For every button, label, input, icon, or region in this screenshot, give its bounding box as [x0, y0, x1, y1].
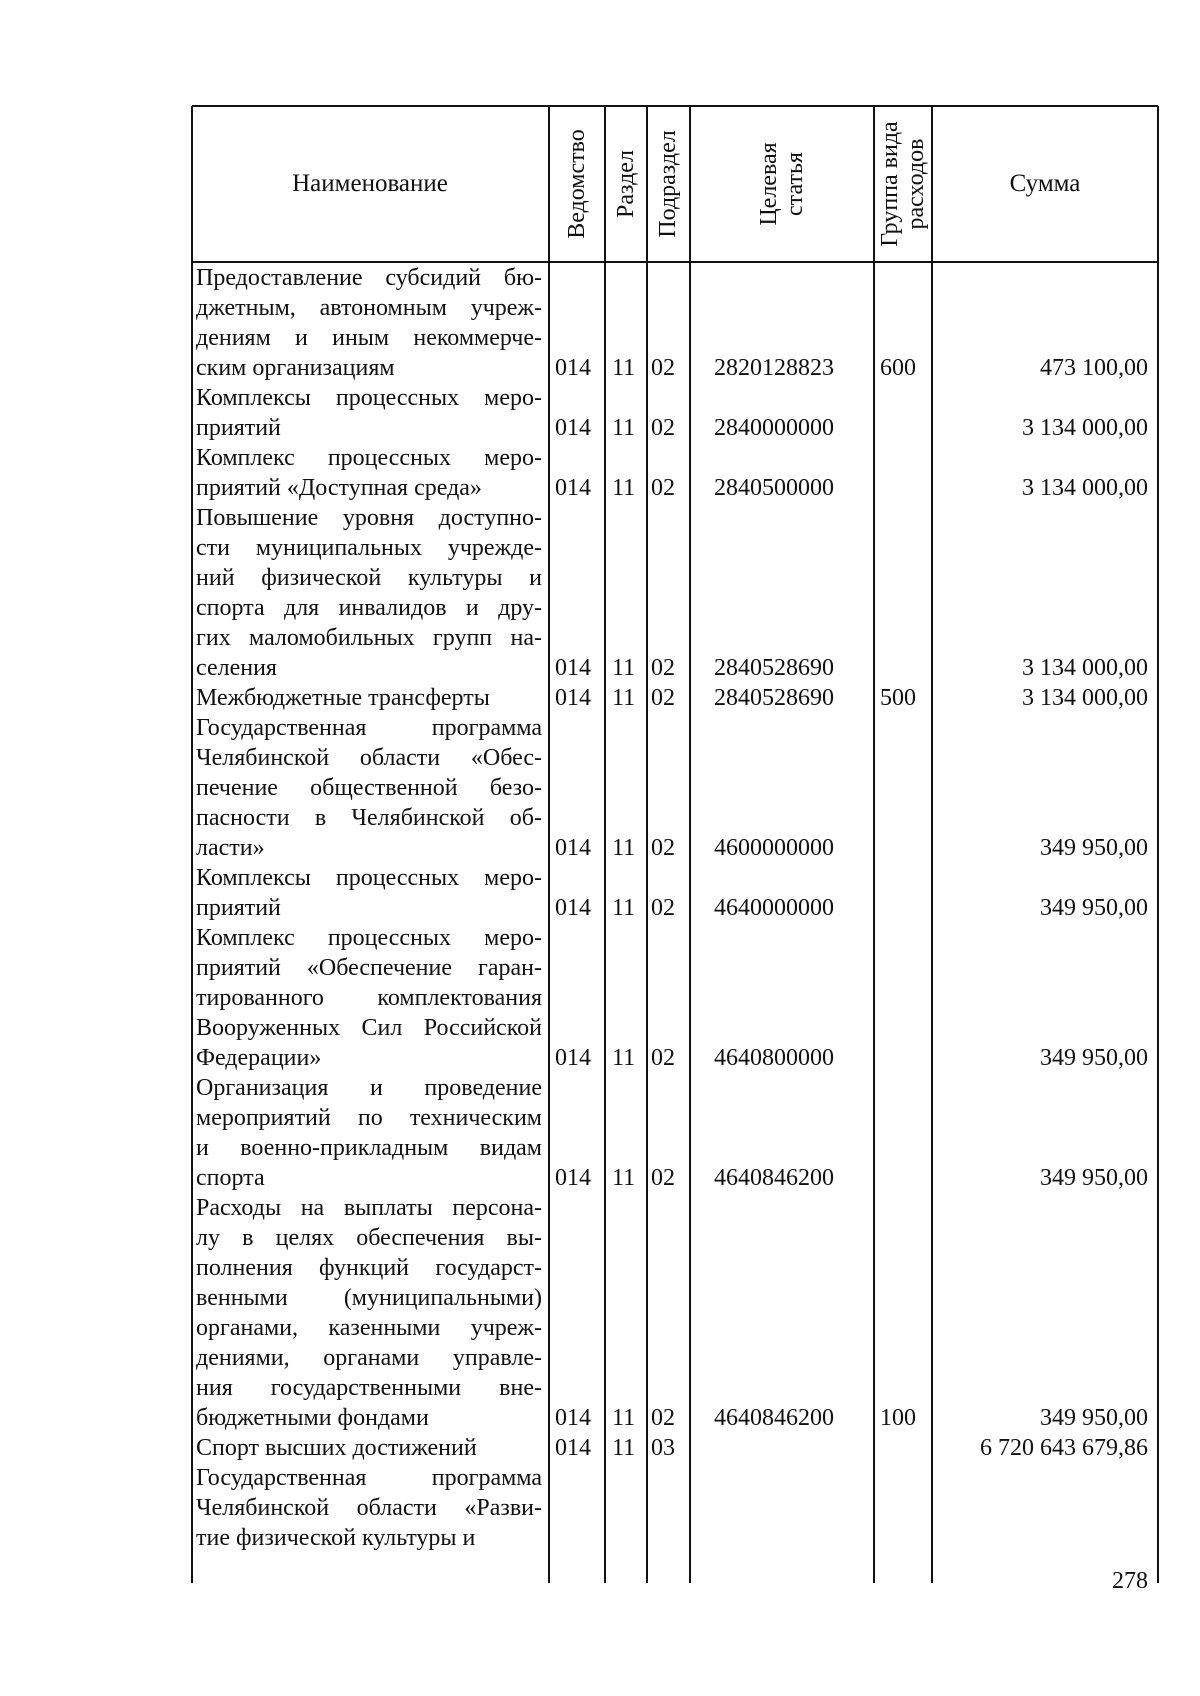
- row-name: [196, 1463, 542, 1553]
- row-name-line: венными (муниципальными): [196, 1285, 542, 1311]
- row-name: [196, 923, 542, 1073]
- row-name-line: Комплекс процессных меро-: [196, 445, 542, 471]
- header-gruppa-vida-rashodov: Группа вида расходов: [877, 121, 929, 247]
- vedomstvo-cell: 014: [555, 1165, 591, 1191]
- vedomstvo-cell: 014: [555, 895, 591, 921]
- razdel-cell: 11: [612, 415, 636, 441]
- vedomstvo-cell: 014: [555, 685, 591, 711]
- row-name-line: Комплексы процессных меро-: [196, 385, 542, 411]
- celevaya-statya-cell: 2820128823: [714, 355, 834, 381]
- celevaya-statya-cell: 4640846200: [714, 1165, 834, 1191]
- celevaya-statya-cell: 2840500000: [714, 475, 834, 501]
- podrazdel-cell: 02: [651, 835, 675, 861]
- row-name-line: дениями, органами управле-: [196, 1345, 542, 1371]
- podrazdel-cell: 02: [651, 895, 675, 921]
- table-row: [0, 383, 1200, 443]
- summa-cell: 349 950,00: [1040, 1165, 1148, 1191]
- celevaya-statya-cell: 4640846200: [714, 1405, 834, 1431]
- podrazdel-cell: 02: [651, 685, 675, 711]
- razdel-cell: 11: [612, 685, 636, 711]
- row-name-line: приятий «Обеспечение гаран-: [196, 955, 542, 981]
- summa-cell: 349 950,00: [1040, 1045, 1148, 1071]
- table-row: [0, 503, 1200, 683]
- row-name-line: Государственная программа: [196, 1465, 542, 1491]
- row-name: [196, 1433, 542, 1463]
- row-name-line: приятий: [196, 415, 281, 441]
- razdel-cell: 11: [612, 655, 636, 681]
- razdel-cell: 11: [612, 895, 636, 921]
- row-name-line: органами, казенными учреж-: [196, 1315, 542, 1341]
- row-name-line: Повышение уровня доступно-: [196, 505, 542, 531]
- row-name-line: Спорт высших достижений: [196, 1435, 477, 1461]
- row-name: [196, 713, 542, 863]
- celevaya-statya-cell: 2840000000: [714, 415, 834, 441]
- table-row: [0, 713, 1200, 863]
- vedomstvo-cell: 014: [555, 415, 591, 441]
- row-name-line: гих маломобильных групп на-: [196, 625, 542, 651]
- row-name-line: Челябинской области «Обес-: [196, 745, 542, 771]
- row-name-line: сти муниципальных учрежде-: [196, 535, 542, 561]
- celevaya-statya-cell: 4640800000: [714, 1045, 834, 1071]
- podrazdel-cell: 02: [651, 1045, 675, 1071]
- summa-cell: 6 720 643 679,86: [980, 1435, 1148, 1461]
- row-name: [196, 683, 542, 713]
- table-row: [0, 263, 1200, 383]
- vedomstvo-cell: 014: [555, 655, 591, 681]
- row-name-line: дениям и иным некоммерче-: [196, 325, 542, 351]
- header-razdel: Раздел: [613, 150, 639, 218]
- row-name: [196, 503, 542, 683]
- row-name-line: и военно-прикладным видам: [196, 1135, 542, 1161]
- row-name: [196, 443, 542, 503]
- row-name-line: полнения функций государст-: [196, 1255, 542, 1281]
- summa-cell: 3 134 000,00: [1022, 655, 1148, 681]
- gruppa-cell: 600: [880, 355, 916, 381]
- vedomstvo-cell: 014: [555, 1435, 591, 1461]
- row-name-line: Комплекс процессных меро-: [196, 925, 542, 951]
- summa-cell: 349 950,00: [1040, 835, 1148, 861]
- row-name-line: Межбюджетные трансферты: [196, 685, 490, 711]
- summa-cell: 349 950,00: [1040, 895, 1148, 921]
- razdel-cell: 11: [612, 355, 636, 381]
- row-name-line: тированного комплектования: [196, 985, 542, 1011]
- header-vedomstvo: Ведомство: [564, 129, 590, 239]
- header-celevaya-statya: Целевая статья: [756, 142, 808, 226]
- row-name-line: Государственная программа: [196, 715, 542, 741]
- table-row: [0, 863, 1200, 923]
- row-name-line: ния государственными вне-: [196, 1375, 542, 1401]
- row-name-line: джетным, автономным учреж-: [196, 295, 542, 321]
- gruppa-cell: 100: [880, 1405, 916, 1431]
- row-name-line: ским организациям: [196, 355, 395, 381]
- row-name-line: пасности в Челябинской об-: [196, 805, 542, 831]
- row-name-line: Предоставление субсидий бю-: [196, 265, 542, 291]
- podrazdel-cell: 02: [651, 1165, 675, 1191]
- header-summa: Сумма: [1009, 170, 1081, 197]
- razdel-cell: 11: [612, 835, 636, 861]
- vedomstvo-cell: 014: [555, 475, 591, 501]
- summa-cell: 3 134 000,00: [1022, 415, 1148, 441]
- row-name-line: спорта для инвалидов и дру-: [196, 595, 542, 621]
- row-name: [196, 863, 542, 923]
- summa-cell: 3 134 000,00: [1022, 685, 1148, 711]
- podrazdel-cell: 03: [651, 1435, 675, 1461]
- row-name: [196, 1193, 542, 1433]
- row-name-line: Федерации»: [196, 1045, 322, 1071]
- row-name-line: приятий: [196, 895, 281, 921]
- table-row: [0, 1463, 1200, 1553]
- razdel-cell: 11: [612, 1405, 636, 1431]
- row-name-line: Расходы на выплаты персона-: [196, 1195, 542, 1221]
- podrazdel-cell: 02: [651, 475, 675, 501]
- razdel-cell: 11: [612, 475, 636, 501]
- gruppa-cell: 500: [880, 685, 916, 711]
- celevaya-statya-cell: 2840528690: [714, 685, 834, 711]
- row-name-line: спорта: [196, 1165, 265, 1191]
- vedomstvo-cell: 014: [555, 1045, 591, 1071]
- row-name-line: ний физической культуры и: [196, 565, 542, 591]
- table-row: [0, 683, 1200, 713]
- vedomstvo-cell: 014: [555, 835, 591, 861]
- vedomstvo-cell: 014: [555, 355, 591, 381]
- summa-cell: 349 950,00: [1040, 1405, 1148, 1431]
- razdel-cell: 11: [612, 1045, 636, 1071]
- table-row: [0, 1073, 1200, 1193]
- row-name-line: Организация и проведение: [196, 1075, 542, 1101]
- row-name-line: лу в целях обеспечения вы-: [196, 1225, 542, 1251]
- summa-cell: 3 134 000,00: [1022, 475, 1148, 501]
- podrazdel-cell: 02: [651, 1405, 675, 1431]
- row-name-line: бюджетными фондами: [196, 1405, 429, 1431]
- podrazdel-cell: 02: [651, 355, 675, 381]
- row-name-line: Комплексы процессных меро-: [196, 865, 542, 891]
- celevaya-statya-cell: 4640000000: [714, 895, 834, 921]
- table-row: [0, 923, 1200, 1073]
- table-row: [0, 1193, 1200, 1433]
- row-name-line: селения: [196, 655, 277, 681]
- row-name-line: Челябинской области «Разви-: [196, 1495, 542, 1521]
- row-name: [196, 1073, 542, 1193]
- podrazdel-cell: 02: [651, 655, 675, 681]
- razdel-cell: 11: [612, 1435, 636, 1461]
- vedomstvo-cell: 014: [555, 1405, 591, 1431]
- row-name: [196, 263, 542, 383]
- page-number: 278: [1112, 1568, 1148, 1594]
- row-name-line: ласти»: [196, 835, 265, 861]
- table-row: [0, 1433, 1200, 1463]
- row-name-line: Вооруженных Сил Российской: [196, 1015, 542, 1041]
- row-name-line: мероприятий по техническим: [196, 1105, 542, 1131]
- row-name-line: печение общественной безо-: [196, 775, 542, 801]
- summa-cell: 473 100,00: [1040, 355, 1148, 381]
- row-name-line: приятий «Доступная среда»: [196, 475, 482, 501]
- header-name: Наименование: [292, 170, 448, 197]
- row-name-line: тие физической культуры и: [196, 1525, 476, 1551]
- celevaya-statya-cell: 2840528690: [714, 655, 834, 681]
- podrazdel-cell: 02: [651, 415, 675, 441]
- row-name: [196, 383, 542, 443]
- header-podrazdel: Подраздел: [655, 130, 681, 238]
- table-row: [0, 443, 1200, 503]
- razdel-cell: 11: [612, 1165, 636, 1191]
- celevaya-statya-cell: 4600000000: [714, 835, 834, 861]
